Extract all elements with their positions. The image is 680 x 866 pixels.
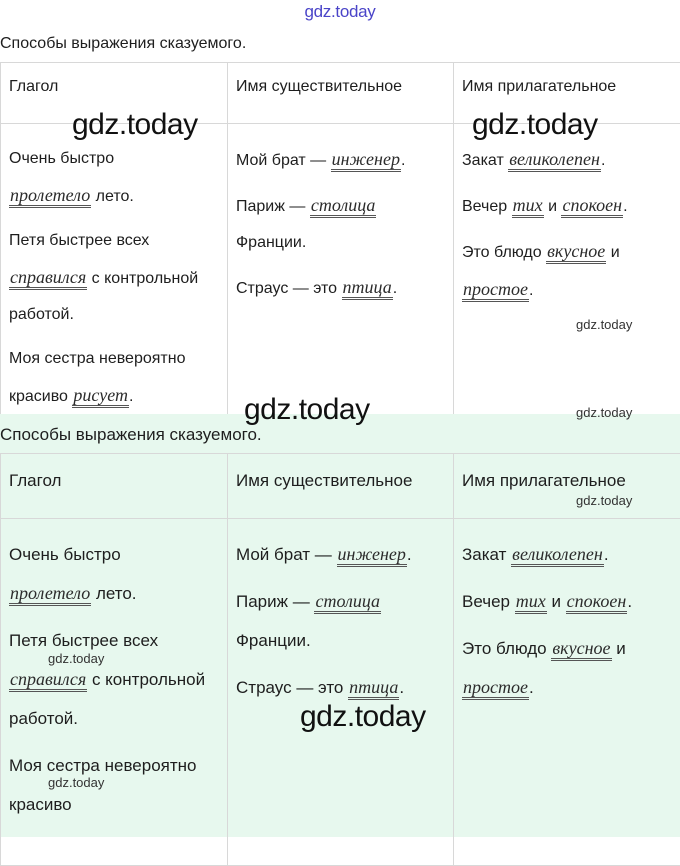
predicate-word: столица <box>310 195 377 218</box>
sentence-text: . <box>627 592 632 611</box>
example-sentence <box>9 223 219 333</box>
header-adjective: Имя прилагательное <box>454 63 680 124</box>
predicate-word: справился <box>9 669 87 692</box>
predicate-word: рисует <box>72 385 129 408</box>
sentence-text: Петя быстрее всех <box>9 232 149 249</box>
sentence-text: Очень быстро <box>9 150 114 167</box>
sentence-text: . <box>604 545 609 564</box>
sentence-text: Франции. <box>236 631 311 650</box>
predicate-word: вкусное <box>546 241 606 264</box>
example-sentence <box>462 535 672 574</box>
example-sentence <box>462 629 672 707</box>
table-row <box>1 519 680 866</box>
watermark: gdz.today <box>48 651 104 666</box>
example-sentence <box>236 582 445 660</box>
sentence-text: Франции. <box>236 234 306 251</box>
sentence-text: Закат <box>462 152 508 169</box>
sentence-text: с контрольной работой. <box>9 670 205 728</box>
sentence-text: и <box>612 639 626 658</box>
sentence-text: лето. <box>91 584 136 603</box>
example-sentence <box>236 535 445 574</box>
predicate-word: простое <box>462 279 529 302</box>
predicate-word: столица <box>314 591 381 614</box>
example-sentence <box>236 187 445 261</box>
verb-cell <box>1 519 228 866</box>
sentence-text: . <box>601 152 605 169</box>
predicate-word: инженер <box>331 149 401 172</box>
predicate-word: инженер <box>337 544 407 567</box>
sentence-text: Моя сестра невероятно красиво <box>9 756 197 814</box>
example-sentence <box>9 141 219 215</box>
watermark: gdz.today <box>576 493 632 508</box>
noun-cell <box>228 124 454 434</box>
sentence-text: Это блюдо <box>462 639 551 658</box>
sentence-text: . <box>393 280 397 297</box>
sentence-text: . <box>623 198 627 215</box>
sentence-text: . <box>129 388 133 405</box>
adjective-cell <box>454 124 680 434</box>
watermark: gdz.today <box>72 108 198 142</box>
watermark: gdz.today <box>576 317 632 332</box>
sentence-text: Париж — <box>236 198 310 215</box>
example-sentence <box>9 535 219 613</box>
sentence-text: Закат <box>462 545 511 564</box>
example-sentence <box>462 187 672 225</box>
table-row <box>1 124 680 434</box>
predicate-word: вкусное <box>551 638 611 661</box>
predicate-word: птица <box>348 677 399 700</box>
sentence-text: . <box>399 678 404 697</box>
site-logo[interactable]: gdz.today <box>0 2 680 22</box>
predicate-word: простое <box>462 677 529 700</box>
sentence-text: и <box>544 198 562 215</box>
sentence-text: Петя быстрее всех <box>9 631 158 650</box>
sentence-text: и <box>606 244 619 261</box>
sentence-text: Моя сестра невероятно красиво <box>9 350 185 405</box>
predicate-word: спокоен <box>561 195 623 218</box>
example-sentence <box>9 341 219 415</box>
sentence-text: Мой брат — <box>236 152 331 169</box>
predicate-word: пролетело <box>9 185 91 208</box>
sentence-text: Париж — <box>236 592 314 611</box>
noun-cell <box>228 519 454 866</box>
example-sentence <box>236 269 445 307</box>
header-verb: Глагол <box>1 63 228 124</box>
verb-cell <box>1 124 228 434</box>
predicate-word: справился <box>9 267 87 290</box>
sentence-text: . <box>401 152 405 169</box>
example-sentence <box>462 233 672 309</box>
sentence-text: и <box>547 592 566 611</box>
predicate-word: спокоен <box>566 591 628 614</box>
predicate-word: тих <box>512 195 544 218</box>
predicate-word: великолепен <box>511 544 604 567</box>
section-title: Способы выражения сказуемого. <box>0 35 246 53</box>
adjective-cell <box>454 519 680 866</box>
predicate-word: птица <box>342 277 393 300</box>
sentence-text: с контрольной работой. <box>9 270 198 323</box>
watermark: gdz.today <box>244 393 370 427</box>
sentence-text: . <box>529 678 534 697</box>
predicate-word: пролетело <box>9 583 91 606</box>
sentence-text: Страус — это <box>236 280 342 297</box>
header-noun: Имя существительное <box>228 63 454 124</box>
table-header-row <box>1 454 680 519</box>
sentence-text: лето. <box>91 188 134 205</box>
header-adjective: Имя прилагательное <box>454 454 680 519</box>
sentence-text: Мой брат — <box>236 545 337 564</box>
predicate-word: тих <box>515 591 547 614</box>
predicate-word: великолепен <box>508 149 601 172</box>
example-sentence <box>9 621 219 738</box>
sentence-text: Это блюдо <box>462 244 546 261</box>
example-sentence <box>236 141 445 179</box>
example-sentence <box>9 746 219 824</box>
watermark: gdz.today <box>300 700 426 734</box>
sentence-text: . <box>407 545 412 564</box>
watermark: gdz.today <box>48 775 104 790</box>
sentence-text: Вечер <box>462 592 515 611</box>
sentence-text: Страус — это <box>236 678 348 697</box>
sentence-text: Вечер <box>462 198 512 215</box>
example-sentence <box>462 141 672 179</box>
header-verb: Глагол <box>1 454 228 519</box>
watermark: gdz.today <box>472 108 598 142</box>
sentence-text: Очень быстро <box>9 545 121 564</box>
sentence-text: . <box>529 282 533 299</box>
header-noun: Имя существительное <box>228 454 454 519</box>
example-sentence <box>462 582 672 621</box>
section-title: Способы выражения сказуемого. <box>0 425 262 445</box>
watermark: gdz.today <box>576 405 632 420</box>
